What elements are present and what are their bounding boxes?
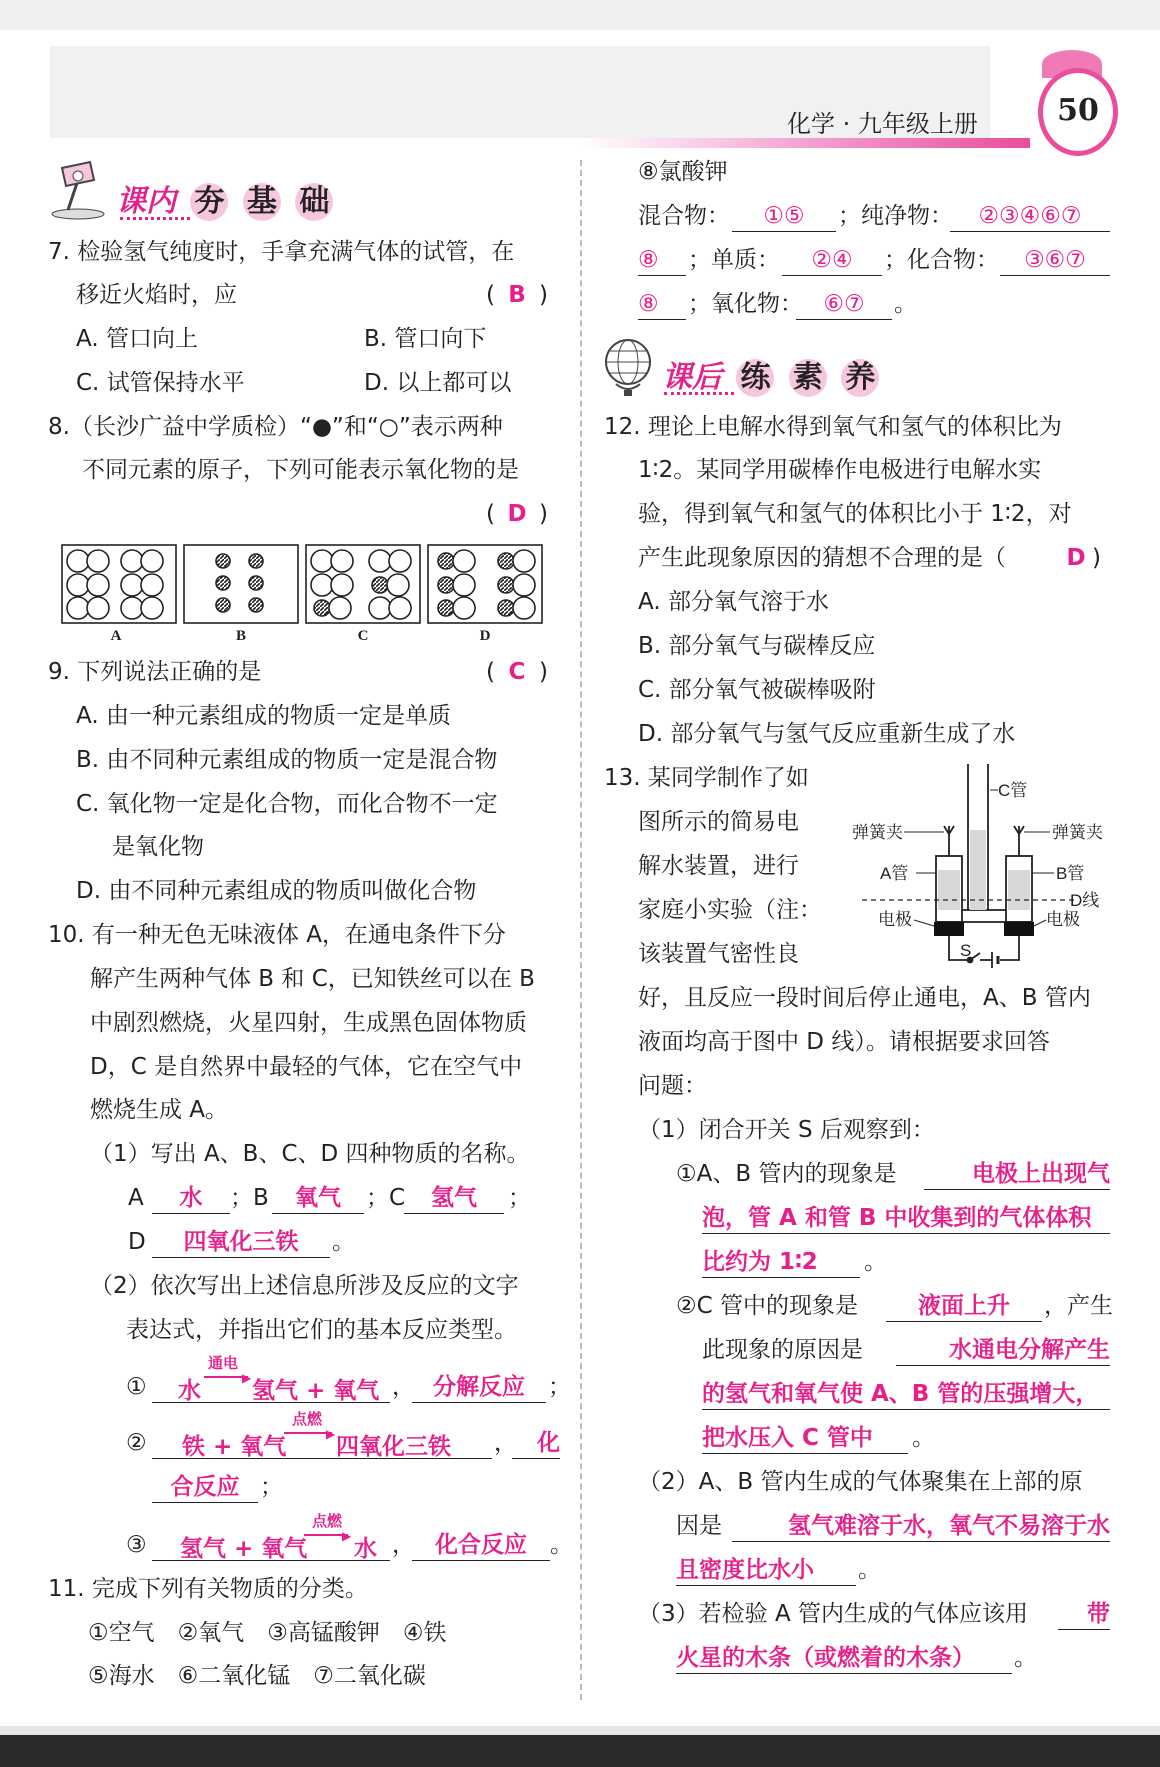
q12-stem-line4: 产生此现象原因的猜想不合理的是（ [638,545,1006,571]
reaction1-equation [152,1352,390,1403]
diagram-label-d-line: D线 [1070,891,1100,910]
diagram-label-right-clip: 弹簧夹 [1052,823,1103,842]
q10-c-label: ；C [366,1185,406,1211]
q7-answer: B [508,282,526,308]
q10-a-label: A [128,1185,144,1211]
q8-box-label-c: C [357,628,369,644]
q12-option-d: D. 部分氧气与氢气反应重新生成了水 [638,721,1016,747]
q13-part1-2-prompt: ②C 管中的现象是 [676,1293,858,1319]
q8-box-label-a: A [110,628,122,644]
q11-compound-label: ；化合物： [884,247,999,273]
reaction3-reactant: 氢气 + 氧气 [180,1536,308,1562]
reaction2-comma: ， [494,1430,517,1456]
page-number: 50 [1038,68,1118,156]
q13-part1-2-suffix: ，产生 [1044,1293,1113,1319]
section-title-char: 养 [841,359,879,397]
q8-stem-line2: 不同元素的原子，下列可能表示氧化物的是 [82,457,519,483]
reaction2-arrow [284,1432,332,1434]
reaction1-product: 氢气 + 氧气 [252,1378,380,1404]
arrow-head-icon: ▶ [342,1529,352,1543]
q11-item8: ⑧氯酸钾 [638,159,728,185]
reaction2-type-part2: 合反应 [152,1472,258,1503]
q11-element-label: ；单质： [688,247,780,273]
q8-answer-paren: ( D ) [486,501,548,527]
q8-box-label-d: D [479,628,491,644]
q7-answer-paren: ( B ) [486,282,548,308]
reaction1-semicolon: ； [548,1374,571,1400]
q13-stem-line3: 解水装置，进行 [638,853,799,879]
q10-part2-line1: （2）依次写出上述信息所涉及反应的文字 [90,1273,519,1299]
q10-stem-line5: 燃烧生成 A。 [90,1097,229,1123]
reaction3-comma: ， [392,1532,415,1558]
q10-b-answer: 氧气 [272,1183,364,1214]
diagram-label-left-clip: 弹簧夹 [852,823,903,842]
q12-answer: D [1066,545,1086,571]
diagram-label-left-electrode: 电极 [878,910,912,929]
q13-stem-line4: 家庭小实验（注： [638,897,822,923]
q11-compound-answer-cont: ⑧ [638,289,686,320]
q10-c-semicolon: ； [508,1185,531,1211]
q11-stem: 11. 完成下列有关物质的分类。 [48,1576,368,1602]
q8-stem-line1: 8.（长沙广益中学质检）“●”和“○”表示两种 [48,414,503,440]
section-title-char: 夯 [190,183,228,221]
q10-part1: （1）写出 A、B、C、D 四种物质的名称。 [90,1141,530,1167]
q13-part2-period: 。 [858,1557,881,1583]
q12-stem-line3: 验，得到氧气和氢气的体积比小于 1∶2，对 [638,501,1072,527]
diagram-label-a-tube: A管 [880,864,909,883]
subject-title: 化学 · 九年级上册 [787,110,978,138]
q13-part1-2-reason-line1: 水通电分解产生 [896,1335,1110,1366]
reaction2-product: 四氧化三铁 [336,1434,451,1460]
q11-mixture-label: 混合物： [638,203,730,229]
reaction2-type-part1: 化 [512,1428,560,1459]
q10-b-label: ；B [230,1185,269,1211]
q9-stem: 9. 下列说法正确的是 [48,659,262,685]
section-title-prefix: 课后 [662,360,722,395]
q12-option-a: A. 部分氧气溶于水 [638,589,829,615]
q9-option-c: C. 氧化物一定是化合物，而化合物不一定 [76,791,498,817]
arrow-head-icon: ▶ [242,1371,252,1385]
q13-part3-answer-line2: 火星的木条（或燃着的木条） [676,1643,1012,1674]
reaction1-condition: 通电 [208,1354,239,1372]
title-dots [120,213,190,220]
q7-option-d: D. 以上都可以 [364,370,512,396]
q10-d-answer: 四氧化三铁 [152,1227,330,1258]
reaction3-condition: 点燃 [312,1512,343,1530]
q13-part3-prompt: （3）若检验 A 管内生成的气体应该用 [638,1601,1028,1627]
q13-stem-line5: 该装置气密性良 [638,941,799,967]
q10-c-answer: 氢气 [404,1183,504,1214]
bottom-edge [0,1735,1160,1767]
q10-stem-line2: 解产生两种气体 B 和 C，已知铁丝可以在 B [90,966,535,992]
q11-oxide-answer: ⑥⑦ [796,289,892,320]
top-edge [0,0,1160,30]
q7-option-a: A. 管口向上 [76,326,198,352]
reaction3-product: 水 [354,1536,377,1562]
q11-oxide-label: ；氧化物： [688,291,803,317]
q12-option-b: B. 部分氧气与碳棒反应 [638,633,876,659]
q9-answer-paren: ( C ) [486,659,548,685]
q8-answer: D [507,501,527,527]
q13-stem-line7: 液面均高于图中 D 线）。请根据要求回答 [638,1029,1050,1055]
q10-a-answer: 水 [152,1183,230,1214]
reaction3-number: ③ [126,1532,147,1558]
reaction2-semicolon: ； [260,1474,283,1500]
q13-part1-2-reason-line2: 的氢气和氧气使 A、B 管的压强增大， [702,1379,1110,1410]
diagram-label-b-tube: B管 [1056,864,1085,883]
reaction1-reactant: 水 [178,1378,201,1404]
q11-pure-label: ；纯净物： [838,203,953,229]
q13-stem-line1: 13. 某同学制作了如 [604,765,809,791]
q13-part3-period: 。 [1014,1645,1037,1671]
q7-option-c: C. 试管保持水平 [76,370,245,396]
q10-d-label: D [128,1229,146,1255]
q10-d-period: 。 [332,1229,355,1255]
q12-option-c: C. 部分氧气被碳棒吸附 [638,677,876,703]
q13-part1-1-prompt: ①A、B 管内的现象是 [676,1161,897,1187]
q13-part2-line1: （2）A、B 管内生成的气体聚集在上部的原 [638,1469,1083,1495]
reaction3-period: 。 [550,1532,573,1558]
q13-part1-2-period: 。 [912,1425,935,1451]
column-divider [580,160,582,1700]
q8-molecule-diagram [60,543,550,645]
arrow-head-icon: ▶ [326,1427,336,1441]
diagram-label-c-tube: C管 [998,781,1028,800]
q12-stem-line2: 1∶2。某同学用碳棒作电极进行电解水实 [638,457,1042,483]
diagram-label-switch: S [960,941,972,960]
q11-pure-answer: ②③④⑥⑦ [950,201,1110,232]
title-dots [664,388,734,395]
q13-part1-1-answer-line2: 泡，管 A 和管 B 中收集到的气体体积 [702,1203,1110,1234]
q13-part2-answer-line2: 且密度比水小 [676,1555,856,1586]
section-title-prefix: 课内 [116,184,176,219]
q13-part1: （1）闭合开关 S 后观察到： [638,1117,935,1143]
q10-stem-line4: D，C 是自然界中最轻的气体，它在空气中 [90,1054,523,1080]
section-title-char: 基 [243,183,281,221]
header-rule [580,138,1030,148]
q11-items-line1: ①空气 ②氧气 ③高锰酸钾 ④铁 [88,1620,447,1646]
section-title-char: 练 [736,359,774,397]
q11-oxide-period: 。 [894,291,917,317]
q10-part2-line2: 表达式，并指出它们的基本反应类型。 [126,1317,517,1343]
q9-answer: C [508,659,526,685]
lamp-icon [48,158,108,220]
q7-stem-line2: 移近火焰时，应 [76,282,237,308]
q10-stem-line1: 10. 有一种无色无味液体 A，在通电条件下分 [48,922,506,948]
q7-option-b: B. 管口向下 [364,326,487,352]
reaction2-number: ② [126,1430,147,1456]
q10-stem-line3: 中剧烈燃烧，火星四射，生成黑色固体物质 [90,1010,527,1036]
q11-element-answer: ②④ [782,245,882,276]
reaction1-type: 分解反应 [412,1372,546,1403]
q13-part1-1-period: 。 [864,1249,887,1275]
q12-answer-wrap: D ) [1060,543,1101,573]
reaction3-equation [152,1510,390,1561]
q11-mixture-answer: ①⑤ [732,201,836,232]
electrolysis-apparatus-diagram [852,760,1112,974]
q8-box-label-b: B [235,628,247,644]
q13-stem-line8: 问题： [638,1073,707,1099]
q12-stem-line1: 12. 理论上电解水得到氧气和氢气的体积比为 [604,414,1062,440]
q13-part1-1-answer-line1: 电极上出现气 [924,1159,1110,1190]
q9-option-a: A. 由一种元素组成的物质一定是单质 [76,703,451,729]
q13-part1-2-answer: 液面上升 [886,1291,1042,1322]
q7-stem-line1: 7. 检验氢气纯度时，手拿充满气体的试管，在 [48,239,515,265]
reaction3-type: 化合反应 [412,1530,550,1561]
q13-part2-answer-line1: 氢气难溶于水，氧气不易溶于水 [732,1511,1110,1542]
q13-stem-line2: 图所示的简易电 [638,809,799,835]
reaction2-equation [152,1408,492,1459]
q9-option-d: D. 由不同种元素组成的物质叫做化合物 [76,878,477,904]
reaction2-condition: 点燃 [292,1410,323,1428]
reaction1-comma: ， [392,1374,415,1400]
q13-stem-line6: 好，且反应一段时间后停止通电，A、B 管内 [638,985,1091,1011]
q11-compound-answer: ③⑥⑦ [1000,245,1110,276]
reaction2-reactant: 铁 + 氧气 [182,1434,287,1460]
reaction1-number: ① [126,1374,147,1400]
q13-part1-2-reason-prompt: 此现象的原因是 [702,1337,863,1363]
q11-items-line2: ⑤海水 ⑥二氧化锰 ⑦二氧化碳 [88,1663,426,1689]
diagram-label-right-electrode: 电极 [1046,910,1080,929]
q13-part1-2-reason-line3: 把水压入 C 管中 [702,1423,908,1454]
section-title-char: 础 [295,183,333,221]
globe-icon [598,334,658,398]
q9-option-b: B. 由不同种元素组成的物质一定是混合物 [76,747,498,773]
q13-part2-prompt: 因是 [676,1513,722,1539]
q13-part3-answer-line1: 带 [1058,1599,1110,1630]
section-title-char: 素 [789,359,827,397]
q13-part1-1-answer-line3: 比约为 1∶2 [702,1247,860,1278]
bottom-edge-light [0,1726,1160,1735]
q9-option-c-cont: 是氧化物 [112,834,204,860]
q11-pure-answer-cont: ⑧ [638,245,686,276]
